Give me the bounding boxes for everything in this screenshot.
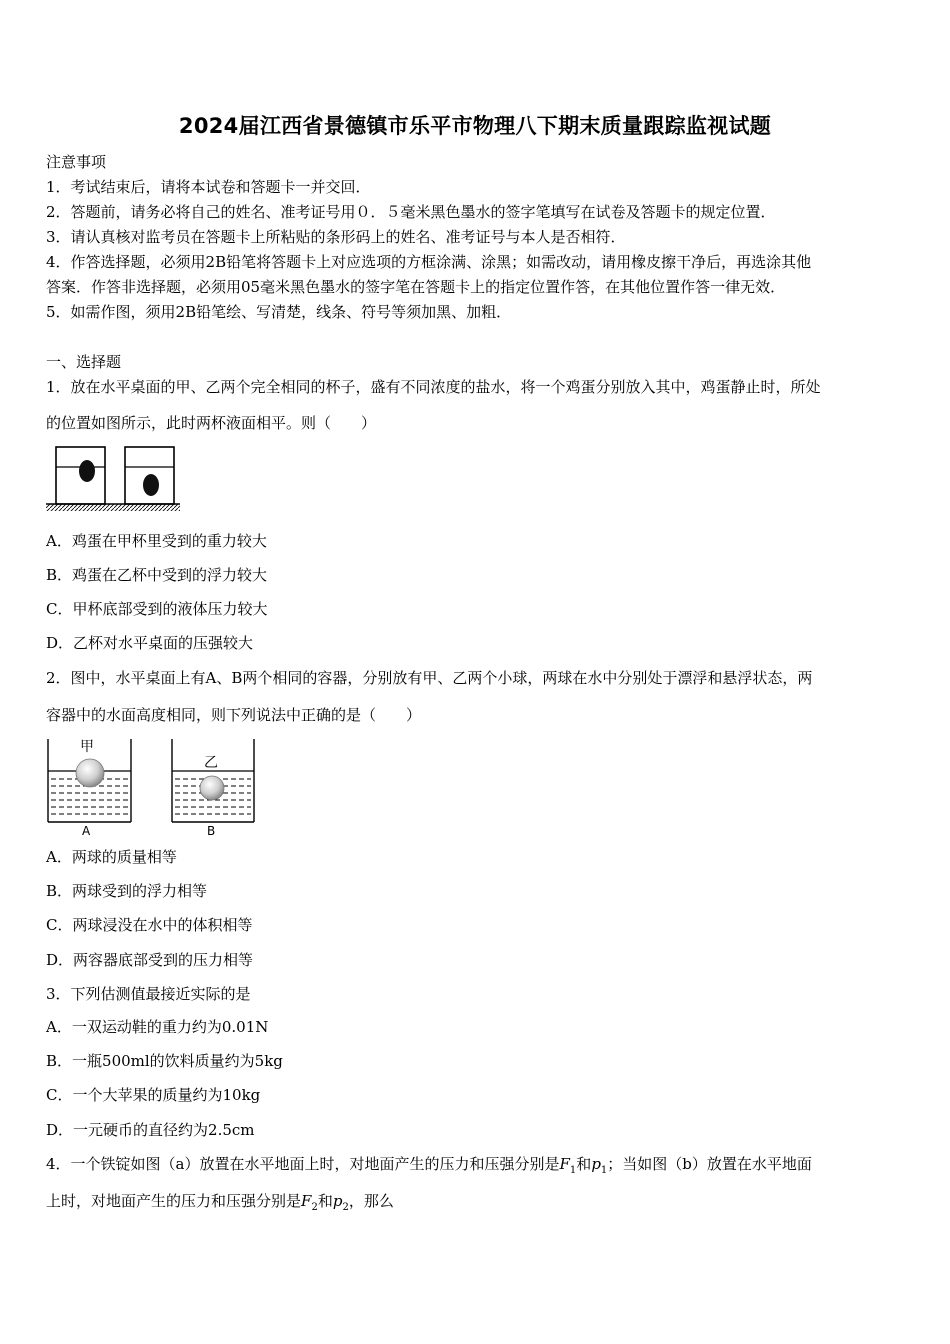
section-heading: 一、选择题 <box>46 353 122 371</box>
q1-option-b: B．鸡蛋在乙杯中受到的浮力较大 <box>46 566 268 584</box>
egg-yi <box>143 474 159 496</box>
note-item: 1．考试结束后，请将本试卷和答题卡一并交回． <box>46 178 371 196</box>
symbol-p2-sub: 2 <box>342 1202 349 1213</box>
q2-option-d: D．两容器底部受到的压力相等 <box>46 951 254 969</box>
symbol-p2: p <box>332 1192 343 1210</box>
egg-jia <box>79 460 95 482</box>
q3-option-d: D．一元硬币的直径约为2.5cm <box>46 1121 255 1139</box>
symbol-f1: F <box>559 1155 570 1173</box>
q4-text: 上时，对地面产生的压力和压强分别是 <box>46 1192 302 1210</box>
q4-and: 和 <box>317 1192 333 1210</box>
page-title: 2024届江西省景德镇市乐平市物理八下期末质量跟踪监视试题 <box>178 114 772 138</box>
q3-option-c: C．一个大苹果的质量约为10kg <box>46 1086 261 1104</box>
q4-text: 4．一个铁锭如图（a）放置在水平地面上时，对地面产生的压力和压强分别是 <box>46 1155 560 1173</box>
q4-text: ；当如图（b）放置在水平地面 <box>607 1155 812 1173</box>
note-item: 4．作答选择题，必须用2B铅笔将答题卡上对应选项的方框涂满、涂黑；如需改动，请用橡皮擦干净后，再选涂其他 <box>46 253 812 271</box>
symbol-p1: p <box>591 1155 601 1173</box>
q1-figure-cups <box>46 444 180 516</box>
q1-stem-line2: 的位置如图所示，此时两杯液面相平。则（ ） <box>46 414 377 432</box>
container-a-label: A <box>82 824 91 837</box>
symbol-f2: F <box>301 1192 312 1210</box>
container-b <box>172 739 254 822</box>
notes-heading: 注意事项 <box>46 153 107 171</box>
ball-jia-label: 甲 <box>80 739 94 755</box>
note-item: 5．如需作图，须用2B铅笔绘、写清楚，线条、符号等须加黑、加粗． <box>46 303 512 321</box>
q3-option-b: B．一瓶500ml的饮料质量约为5kg <box>46 1052 283 1070</box>
q1-option-a: A．鸡蛋在甲杯里受到的重力较大 <box>46 532 267 550</box>
q4-text: ，那么 <box>348 1192 394 1210</box>
symbol-f1-sub: 1 <box>569 1165 577 1176</box>
ground-hatch <box>46 504 180 511</box>
q1-option-c: C．甲杯底部受到的液体压力较大 <box>46 600 268 618</box>
q1-option-d: D．乙杯对水平桌面的压强较大 <box>46 634 254 652</box>
q2-option-c: C．两球浸没在水中的体积相等 <box>46 916 253 934</box>
ball-yi-label: 乙 <box>204 755 218 771</box>
ball-yi <box>200 776 224 800</box>
q3-option-a: A．一双运动鞋的重力约为0.01N <box>46 1018 269 1036</box>
q4-stem-line1 <box>46 1154 812 1181</box>
q3-stem: 3．下列估测值最接近实际的是 <box>46 985 251 1003</box>
ball-jia <box>76 759 104 787</box>
container-b-label: B <box>207 824 216 837</box>
note-item: 答案．作答非选择题，必须用05毫米黑色墨水的签字笔在答题卡上的指定位置作答，在其他位置作答一律无效． <box>46 278 786 296</box>
q4-and: 和 <box>576 1155 592 1173</box>
q2-stem-line2: 容器中的水面高度相同，则下列说法中正确的是（ ） <box>46 706 422 724</box>
q1-stem-line1: 1．放在水平桌面的甲、乙两个完全相同的杯子，盛有不同浓度的盐水，将一个鸡蛋分别放入其中，鸡蛋静止时，所处 <box>46 378 821 396</box>
q2-option-b: B．两球受到的浮力相等 <box>46 882 208 900</box>
q2-stem-line1: 2．图中，水平桌面上有A、B两个相同的容器，分别放有甲、乙两个小球，两球在水中分别处于漂浮和悬浮状态，两 <box>46 669 813 687</box>
q2-option-a: A．两球的质量相等 <box>46 848 177 866</box>
symbol-f2-sub: 2 <box>311 1202 318 1213</box>
q4-stem-line2 <box>46 1191 394 1218</box>
note-item: 2．答题前，请务必将自己的姓名、准考证号用０．５毫米黑色墨水的签字笔填写在试卷及答题卡的规定位置． <box>46 203 776 221</box>
note-item: 3．请认真核对监考员在答题卡上所粘贴的条形码上的姓名、准考证号与本人是否相符． <box>46 228 626 246</box>
q2-figure-containers <box>46 735 258 837</box>
symbol-p1-sub: 1 <box>600 1165 608 1176</box>
